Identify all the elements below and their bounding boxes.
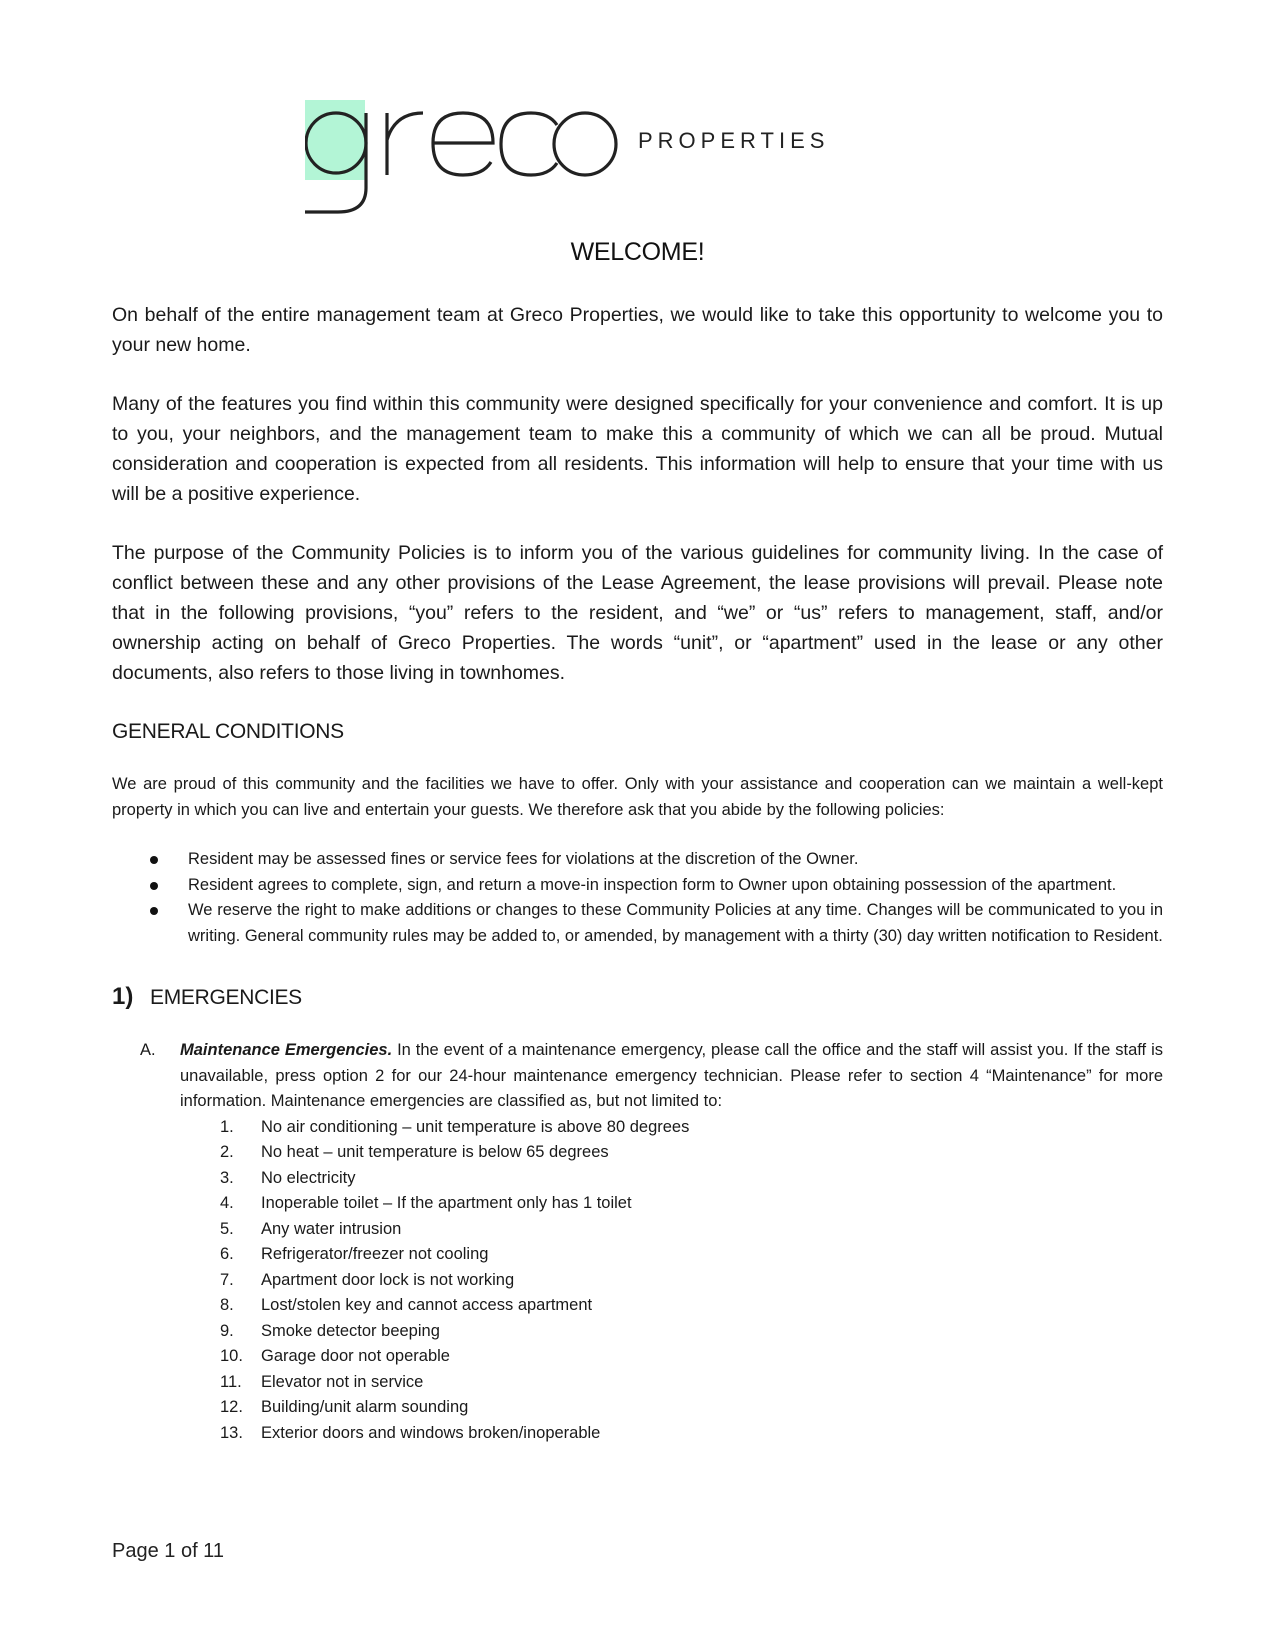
- list-item-text: No electricity: [261, 1168, 356, 1187]
- list-item: [112, 1115, 1163, 1141]
- list-item: [112, 847, 1163, 873]
- list-item-text: Any water intrusion: [261, 1219, 402, 1238]
- list-item-number: 3.: [220, 1168, 234, 1187]
- page-number: Page 1 of 11: [112, 1540, 224, 1562]
- list-item-text: Resident may be assessed fines or service fees for violations at the discretion of the Owner.: [188, 850, 859, 868]
- bullet-icon: [150, 856, 158, 864]
- list-item-number: 13.: [220, 1423, 243, 1442]
- item-letter: A.: [140, 1041, 156, 1059]
- bullet-icon: [150, 907, 158, 915]
- list-item-text: Lost/stolen key and cannot access apartment: [261, 1296, 593, 1314]
- list-item-text: Elevator not in service: [261, 1372, 424, 1391]
- list-item-text: Resident agrees to complete, sign, and return a move-in inspection form to Owner upon obtaining possession of the apartment.: [188, 875, 1117, 894]
- list-item-number: 10.: [220, 1347, 243, 1365]
- list-item: [112, 1421, 1163, 1447]
- list-item: [112, 1217, 1163, 1243]
- list-item: [112, 1242, 1163, 1268]
- general-conditions-paragraph: We are proud of this community and the facilities we have to offer. Only with your assistance and cooperation can we maintain a well-kept property in which you can live and entertain your guests. We therefore ask that you abide by the following policies:: [112, 775, 1163, 819]
- section-title: EMERGENCIES: [150, 986, 302, 1009]
- list-item: [112, 898, 1163, 949]
- list-item-number: 4.: [220, 1194, 234, 1212]
- list-item-number: 8.: [220, 1296, 234, 1314]
- list-item: [112, 1344, 1163, 1370]
- greco-properties-logo: [305, 100, 905, 230]
- emergency-list: [112, 1115, 1163, 1447]
- list-item-number: 9.: [220, 1321, 234, 1340]
- list-item-text: Refrigerator/freezer not cooling: [261, 1245, 489, 1263]
- list-item-text: Building/unit alarm sounding: [261, 1398, 469, 1416]
- emergencies-heading: [112, 983, 1163, 1011]
- general-conditions-heading: GENERAL CONDITIONS: [112, 720, 344, 743]
- item-lead: Maintenance Emergencies.: [180, 1041, 393, 1059]
- list-item-number: 12.: [220, 1398, 243, 1416]
- list-item-text: Smoke detector beeping: [261, 1321, 440, 1340]
- list-item-number: 11.: [220, 1372, 242, 1391]
- logo-graphic: [305, 100, 905, 230]
- list-item-text: No heat – unit temperature is below 65 degrees: [261, 1143, 609, 1161]
- list-item: [112, 1166, 1163, 1192]
- list-item-text: We reserve the right to make additions or changes to these Community Policies at any time. Changes will be communicated to you in writing. General community rules may be added to, or amended, by management with a thirty (30) day written notification to Resident.: [188, 901, 1163, 945]
- list-item: [112, 873, 1163, 899]
- list-item-text: Inoperable toilet – If the apartment only has 1 toilet: [261, 1194, 632, 1212]
- list-item-text: Apartment door lock is not working: [261, 1270, 515, 1289]
- list-item-number: 2.: [220, 1143, 234, 1161]
- maintenance-emergencies-item: [112, 1038, 1163, 1115]
- intro-paragraph: The purpose of the Community Policies is to inform you of the various guidelines for community living. In the case of conflict between these and any other provisions of the Lease Agreement, the lease provisions will prevail. Please note that in the following provisions, “you” refers to the resident, and “we” or “us” refers to management, staff, and/or ownership acting on behalf of Greco Properties. The words “unit”, or “apartment” used in the lease or any other documents, also refers to those living in townhomes.: [112, 542, 1163, 684]
- list-item-number: 6.: [220, 1245, 234, 1263]
- list-item: [112, 1370, 1163, 1396]
- logo-tagline: PROPERTIES: [638, 128, 830, 153]
- list-item-number: 1.: [220, 1117, 234, 1136]
- intro-paragraph: Many of the features you find within this community were designed specifically for your convenience and comfort. It is up to you, your neighbors, and the management team to make this a community of which we can all be proud. Mutual consideration and cooperation is expected from all residents. This information will help to ensure that your time with us will be a positive experience.: [112, 393, 1163, 505]
- list-item-number: 5.: [220, 1219, 234, 1238]
- list-item-number: 7.: [220, 1270, 234, 1289]
- bullet-icon: [150, 882, 158, 890]
- list-item-text: Exterior doors and windows broken/inoperable: [261, 1423, 601, 1442]
- list-item: [112, 1268, 1163, 1294]
- section-number: 1): [112, 983, 134, 1010]
- page-title: WELCOME!: [570, 238, 705, 266]
- list-item: [112, 1191, 1163, 1217]
- intro-paragraph: On behalf of the entire management team at Greco Properties, we would like to take this opportunity to welcome you to your new home.: [112, 304, 1163, 356]
- list-item: [112, 1395, 1163, 1421]
- list-item-text: No air conditioning – unit temperature is above 80 degrees: [261, 1117, 690, 1136]
- list-item-text: Garage door not operable: [261, 1347, 450, 1365]
- document-body: [112, 300, 1163, 1446]
- general-conditions-list: [112, 847, 1163, 949]
- item-text: In the event of a maintenance emergency, please call the office and the staff will assist you. If the staff is unavailable, press option 2 for our 24-hour maintenance emergency technician. Please refer to section 4 “Maintenance” for more information. Maintenance emergencies are classified as, but not limited to:: [180, 1041, 1163, 1110]
- list-item: [112, 1319, 1163, 1345]
- list-item: [112, 1140, 1163, 1166]
- list-item: [112, 1293, 1163, 1319]
